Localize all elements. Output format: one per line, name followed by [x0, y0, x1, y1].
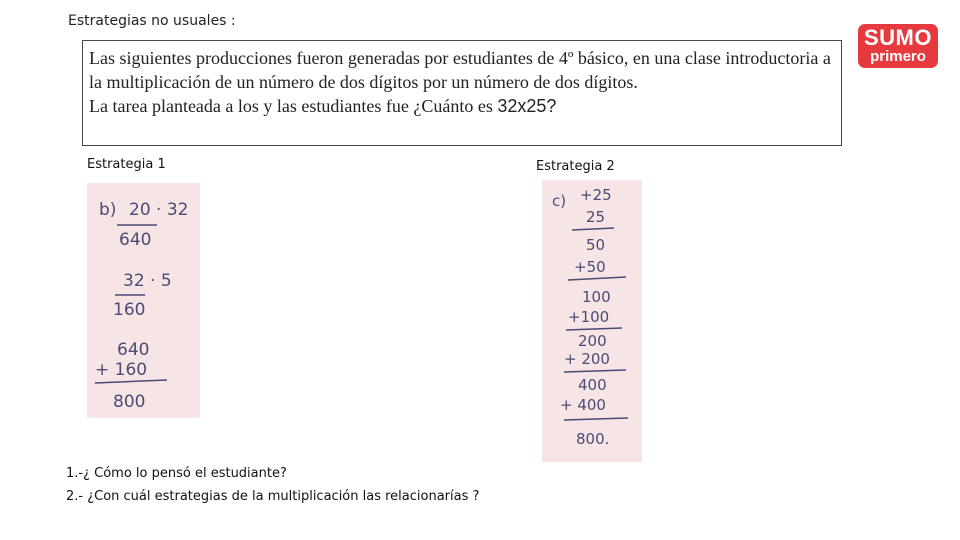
- task-factor-a: 32: [497, 96, 518, 116]
- sumo-primero-logo: [858, 24, 938, 68]
- hw1-line3: 32 · 5: [123, 271, 172, 291]
- questions: [66, 462, 479, 508]
- intro-paragraph: Las siguientes producciones fueron generadas por estudiantes de 4º básico, en una clase introductoria a la multiplicación de un número de dos dígitos por un número de dos dígitos.: [89, 48, 831, 92]
- hw2-row3: +50: [574, 258, 606, 276]
- hw2-row4: 100: [582, 288, 611, 306]
- hw1-line2: 640: [119, 230, 152, 250]
- hw1-line5: 640: [117, 340, 150, 360]
- task-prefix: La tarea planteada a los y las estudiantes fue ¿Cuánto es: [89, 96, 498, 116]
- task-factor-b: 25?: [526, 96, 557, 116]
- strategy2-label: Estrategia 2: [536, 159, 615, 174]
- hw2-row5: +100: [568, 308, 610, 326]
- hw1-line7: 800: [113, 392, 146, 412]
- logo-line1: SUMO: [864, 25, 932, 50]
- hw1-line6: + 160: [95, 360, 148, 380]
- hw1-tag: b): [99, 200, 117, 220]
- hw2-row1: 25: [586, 208, 606, 226]
- page-title: Estrategias no usuales :: [68, 13, 236, 29]
- hw2-row2: 50: [586, 236, 606, 254]
- hw2-row7: + 200: [564, 350, 610, 368]
- hw2-tag: c): [552, 192, 567, 210]
- question-2: 2.- ¿Con cuál estrategias de la multiplicación las relacionarías ?: [66, 489, 480, 504]
- question-1: 1.-¿ Cómo lo pensó el estudiante?: [66, 466, 287, 481]
- hw2-row10: 800.: [576, 430, 610, 448]
- hw2-row8: 400: [578, 376, 607, 394]
- task-statement: [89, 94, 835, 118]
- hw1-line4: 160: [113, 300, 146, 320]
- strategy1-label: Estrategia 1: [87, 157, 166, 172]
- strategy2-handwriting: [542, 180, 642, 462]
- strategy2-photo: [542, 180, 642, 462]
- logo-line2: primero: [870, 48, 926, 65]
- hw1-line1: 20 · 32: [129, 200, 189, 220]
- hw2-row6: 200: [578, 332, 607, 350]
- hw2-row9: + 400: [560, 396, 606, 414]
- task-operator: x: [517, 96, 527, 116]
- strategy1-photo: [87, 183, 200, 418]
- strategy1-handwriting: [87, 183, 200, 418]
- hw2-row0: +25: [580, 186, 612, 204]
- intro-box: [82, 40, 842, 146]
